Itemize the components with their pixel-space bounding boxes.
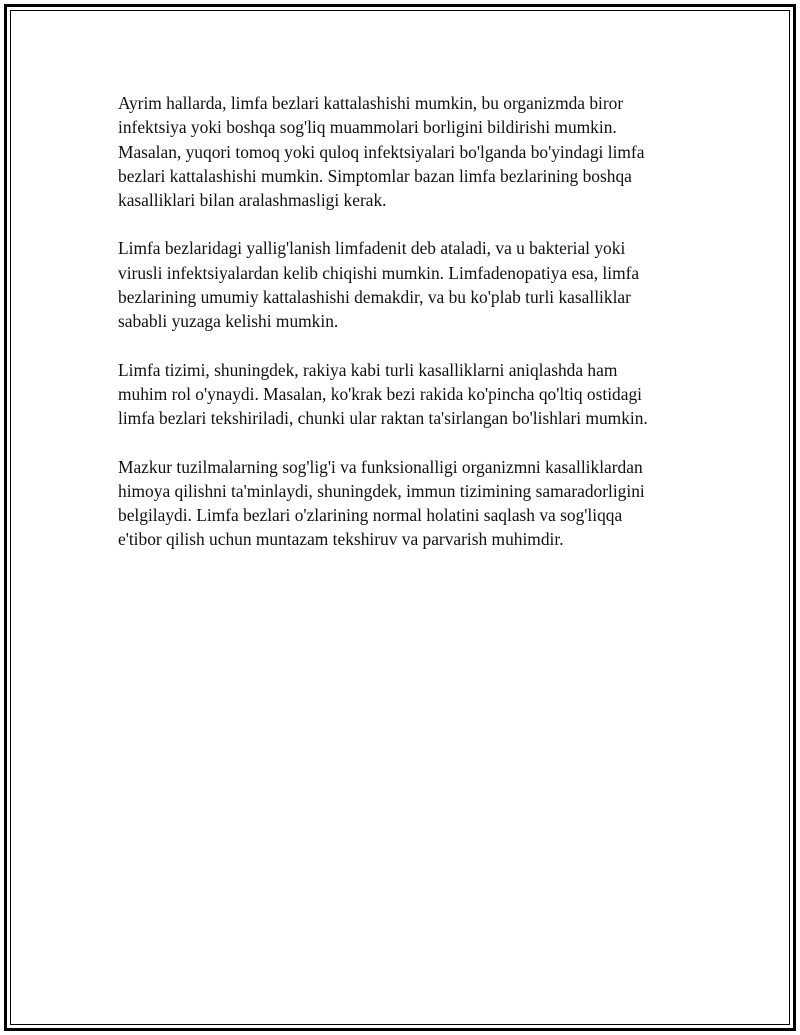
- text-line: kasalliklari bilan aralashmasligi kerak.: [118, 190, 387, 211]
- text-line: limfa bezlari tekshiriladi, chunki ular raktan ta'sirlangan bo'lishlari mumkin.: [118, 408, 648, 429]
- text-line: virusli infektsiyalardan kelib chiqishi mumkin. Limfadenopatiya esa, limfa: [118, 262, 640, 283]
- text-line: belgilaydi. Limfa bezlari o'zlarining normal holatini saqlash va sog'liqqa: [118, 505, 623, 526]
- text-line: e'tibor qilish uchun muntazam tekshiruv va parvarish muhimdir.: [118, 529, 564, 550]
- paragraph-4: [118, 455, 688, 552]
- text-line: sababli yuzaga kelishi mumkin.: [118, 311, 339, 332]
- paragraph-3: [118, 358, 688, 431]
- text-line: himoya qilishni ta'minlaydi, shuningdek, immun tizimining samaradorligini: [118, 480, 645, 501]
- text-line: Mazkur tuzilmalarning sog'lig'i va funksionalligi organizmni kasalliklardan: [118, 456, 643, 477]
- paragraph-1: [118, 91, 688, 212]
- text-line: muhim rol o'ynaydi. Masalan, ko'krak bezi rakida ko'pincha qo'ltiq ostidagi: [118, 383, 642, 404]
- text-line: Ayrim hallarda, limfa bezlari kattalashishi mumkin, bu organizmda biror: [118, 93, 624, 113]
- text-line: Masalan, yuqori tomoq yoki quloq infektsiyalari bo'lganda bo'yindagi limfa: [118, 141, 645, 162]
- document-body: [118, 91, 688, 576]
- text-line: infektsiya yoki boshqa sog'liq muammolari borligini bildirishi mumkin.: [118, 117, 617, 138]
- text-line: bezlarining umumiy kattalashishi demakdir, va bu ko'plab turli kasalliklar: [118, 287, 631, 308]
- text-line: Limfa bezlaridagi yallig'lanish limfadenit deb ataladi, va u bakterial yoki: [118, 238, 626, 259]
- text-line: Limfa tizimi, shuningdek, rakiya kabi turli kasalliklarni aniqlashda ham: [118, 359, 618, 380]
- paragraph-2: [118, 236, 688, 333]
- text-line: bezlari kattalashishi mumkin. Simptomlar bazan limfa bezlarining boshqa: [118, 165, 632, 186]
- document-page: [4, 4, 796, 1031]
